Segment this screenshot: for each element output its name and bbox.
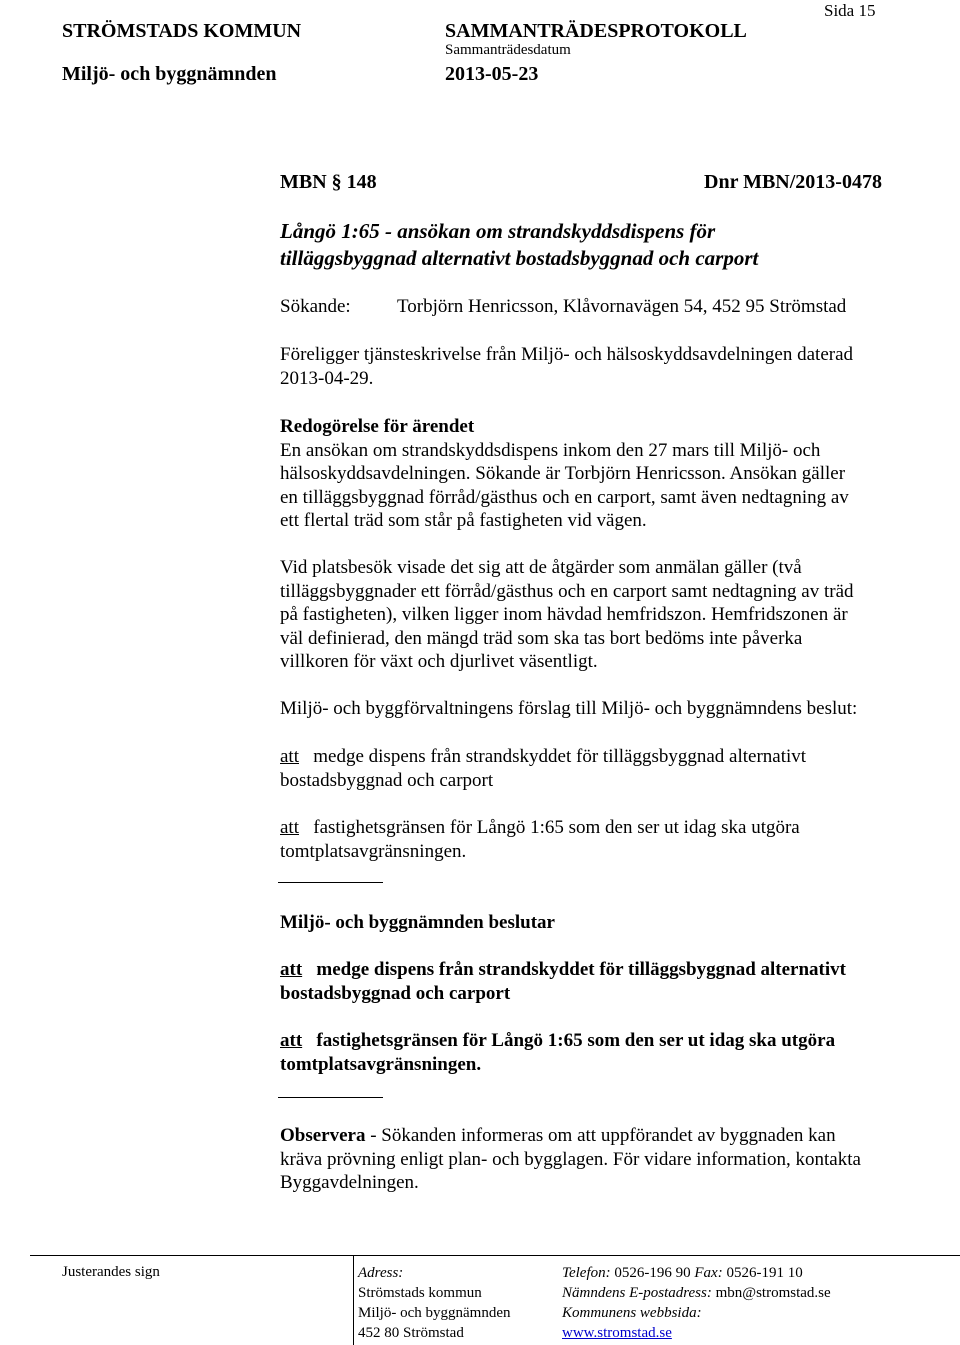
footer-contact: Telefon: 0526-196 90 Fax: 0526-191 10 Nämndens E-postadress: mbn@stromstad.se Kommunens webbsida: www.stromstad.se xyxy=(562,1265,831,1341)
site-visit-paragraph: Vid platsbesök visade det sig att de åtgärder som anmälan gäller (två tilläggsbyggnader ett förråd/gästhus och en carport samt nedtagning av träd på fastigheten), vilken ligger inom hävdad hemfridszon. Hemfridszonen är väl definierad, den mängd träd som ska tas bort bedöms inte påverka villkoren för växt och djurlivet väsentligt. xyxy=(280,557,854,672)
footer-address: Adress: Strömstads kommun Miljö- och byggnämnden 452 80 Strömstad xyxy=(358,1265,511,1341)
org-name: STRÖMSTADS KOMMUN xyxy=(62,20,302,42)
phone-number: 0526-196 90 xyxy=(614,1265,691,1281)
decision-item-2: att fastighetsgränsen för Långö 1:65 som den ser ut idag ska utgöra tomtplatsavgränsningen. xyxy=(280,1030,836,1075)
protocol-title: SAMMANTRÄDESPROTOKOLL xyxy=(445,20,747,42)
report-section: Redogörelse för ärendet En ansökan om strandskyddsdispens inkom den 27 mars till Miljö- och hälsoskyddsavdelningen. Sökande är Torbjörn Henricsson. Ansökan gäller en tilläggsbyggnad förråd/gästhus och en carport, samt även nedtagning av ett flertal träd som står på fastigheten vid vägen. xyxy=(280,415,900,533)
notice-paragraph: Observera - Sökanden informeras om att uppförandet av byggnaden kan kräva prövning enligt plan- och bygglagen. För vidare information, kontakta Byggavdelningen. xyxy=(280,1125,861,1193)
proposal-item-1: att medge dispens från strandskyddet för tilläggsbyggnad alternativt bostadsbyggnad och carport xyxy=(280,746,807,791)
separator-line xyxy=(278,882,383,883)
email-link[interactable]: mbn@stromstad.se xyxy=(715,1285,831,1301)
committee-name: Miljö- och byggnämnden xyxy=(62,63,277,85)
applicant-value: Torbjörn Henricsson, Klåvornavägen 54, 452 95 Strömstad xyxy=(397,296,847,317)
signature-label: Justerandes sign xyxy=(62,1264,160,1280)
notice-label: Observera xyxy=(280,1125,366,1146)
report-heading: Redogörelse för ärendet xyxy=(280,416,475,437)
decision-heading: Miljö- och byggnämnden beslutar xyxy=(280,912,555,933)
separator-line xyxy=(278,1097,383,1098)
case-number: MBN § 148 xyxy=(280,171,377,193)
footer-rule xyxy=(30,1255,960,1256)
case-title-line1: Långö 1:65 - ansökan om strandskyddsdispens för xyxy=(280,219,716,243)
website-link[interactable]: www.stromstad.se xyxy=(562,1325,672,1341)
proposal-heading: Miljö- och byggförvaltningens förslag till Miljö- och byggnämndens beslut: xyxy=(280,698,858,719)
fax-number: 0526-191 10 xyxy=(726,1265,803,1281)
footer-divider xyxy=(353,1255,354,1345)
case-dnr: Dnr MBN/2013-0478 xyxy=(704,171,882,193)
proposal-item-2: att fastighetsgränsen för Långö 1:65 som den ser ut idag ska utgöra tomtplatsavgränsningen. xyxy=(280,817,800,862)
meeting-date: 2013-05-23 xyxy=(445,63,539,85)
intro-paragraph: Föreligger tjänsteskrivelse från Miljö- och hälsoskyddsavdelningen daterad 2013-04-29. xyxy=(280,344,854,389)
date-label: Sammanträdesdatum xyxy=(445,42,571,58)
applicant-label: Sökande: xyxy=(280,296,351,317)
decision-item-1: att medge dispens från strandskyddet för tilläggsbyggnad alternativt bostadsbyggnad och carport xyxy=(280,959,846,1004)
page-number: Sida 15 xyxy=(824,1,876,20)
case-title-line2: tilläggsbyggnad alternativt bostadsbyggnad och carport xyxy=(280,246,759,270)
